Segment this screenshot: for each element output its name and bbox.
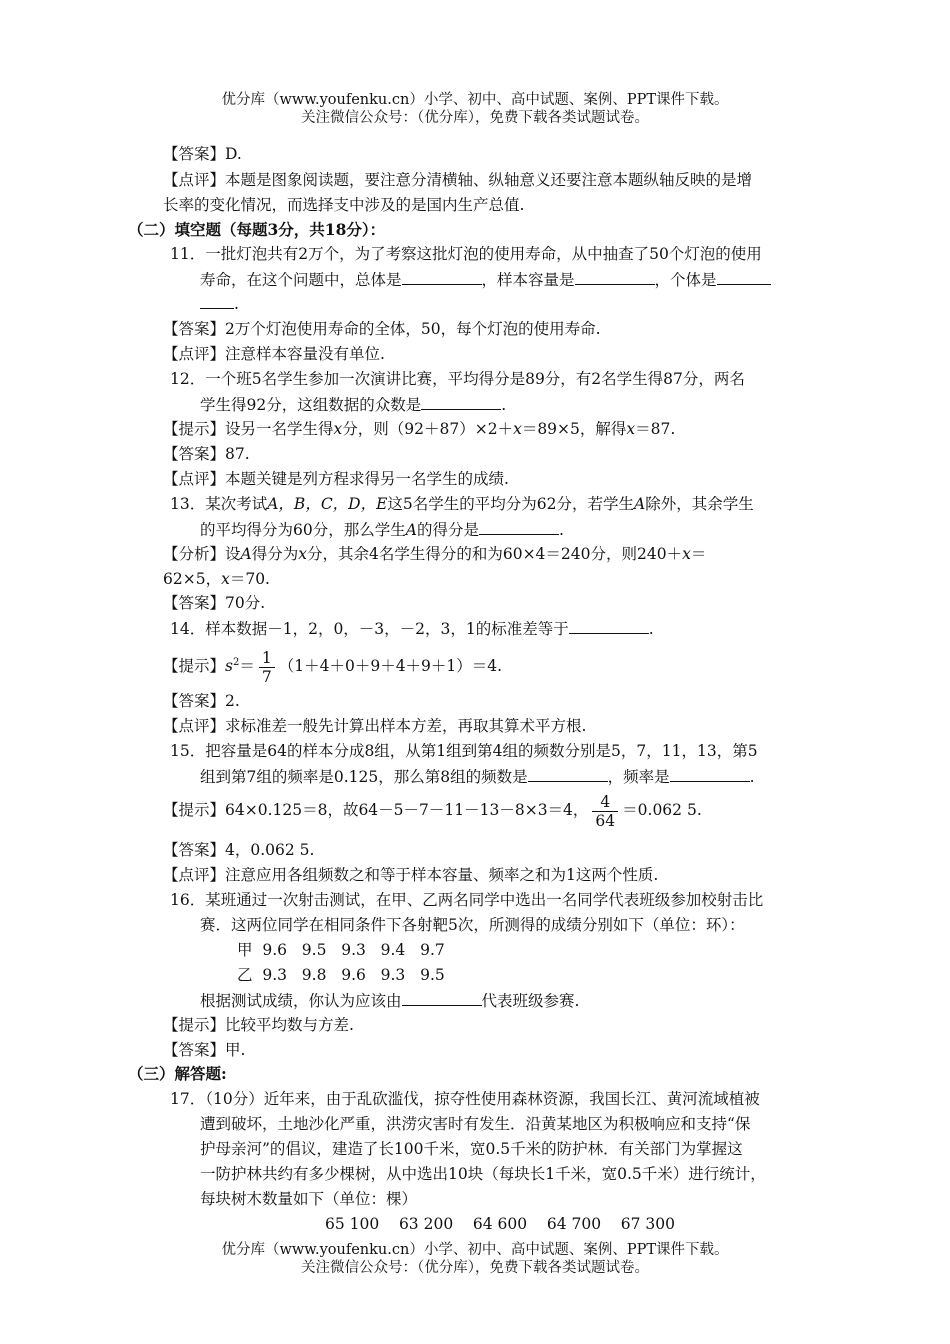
answer-blank[interactable] bbox=[575, 268, 655, 285]
q15-hint-b: ＝0.062 5. bbox=[622, 801, 702, 819]
header-line-2: 关注微信公众号：（优分库），免费下载各类试题试卷。 bbox=[301, 110, 649, 126]
q13-analysis-line-1 bbox=[163, 543, 706, 565]
q12-text-b: . bbox=[501, 396, 507, 414]
answer-blank[interactable] bbox=[479, 518, 559, 535]
q16-line-1: 16．某班通过一次射击测试，在甲、乙两名同学中选出一名同学代表班级参加校射击比 bbox=[170, 891, 764, 909]
fraction-four-over-64 bbox=[592, 793, 618, 830]
q13-text-c: 除外，其余学生 bbox=[645, 495, 754, 513]
fraction-denominator: 64 bbox=[595, 811, 616, 830]
q11-text-d: . bbox=[234, 295, 239, 313]
q15-hint bbox=[163, 790, 702, 830]
q16-row-jia: 甲 9.6 9.5 9.3 9.4 9.7 bbox=[237, 941, 445, 959]
q10-comment-line-1: 【点评】本题是图象阅读题，要注意分清横轴、纵轴意义还要注意本题纵轴反映的是增 bbox=[163, 171, 753, 189]
var-x: x bbox=[682, 545, 691, 563]
var-x: x bbox=[298, 545, 307, 563]
fraction-denominator: 7 bbox=[261, 667, 272, 686]
q16-line-2: 赛．这两位同学在相同条件下各射靶5次，所测得的成绩分别如下（单位：环）： bbox=[200, 916, 745, 934]
q16-text-b: 代表班级参赛. bbox=[481, 992, 580, 1010]
q14-comment: 【点评】求标准差一般先计算出样本方差，再取其算术平方根. bbox=[163, 717, 587, 735]
answer-blank[interactable] bbox=[402, 989, 482, 1006]
q13-analysis-d: ＝ bbox=[690, 545, 707, 563]
var-x: x bbox=[221, 570, 230, 588]
answer-blank[interactable] bbox=[200, 292, 234, 309]
answer-blank[interactable] bbox=[402, 268, 482, 285]
q13-analysis-f: ＝70. bbox=[229, 570, 270, 588]
q12-line-2 bbox=[200, 393, 506, 416]
q13-answer: 【答案】70分. bbox=[163, 594, 266, 612]
q13-text-b: 这5名学生的平均分为62分，若学生 bbox=[387, 495, 635, 513]
answer-blank[interactable] bbox=[421, 393, 501, 410]
q12-hint-b: 分，则（92＋87）×2＋ bbox=[342, 420, 514, 438]
var-x: x bbox=[333, 420, 343, 438]
q14-line-1 bbox=[170, 617, 654, 640]
q16-row-yi: 乙 9.3 9.8 9.6 9.3 9.5 bbox=[237, 966, 445, 984]
q15-answer: 【答案】4，0.062 5. bbox=[163, 841, 315, 859]
q11-line-1: 11．一批灯泡共有2万个，为了考察这批灯泡的使用寿命，从中抽查了50个灯泡的使用 bbox=[170, 245, 762, 263]
answer-blank[interactable] bbox=[670, 765, 750, 782]
footer-line-2: 关注微信公众号：（优分库），免费下载各类试题试卷。 bbox=[301, 1260, 649, 1276]
var-A: A bbox=[405, 521, 417, 539]
q17-data-row: 65 100 63 200 64 600 64 700 67 300 bbox=[325, 1215, 676, 1233]
q15-comment: 【点评】注意应用各组频数之和等于样本容量、频率之和为1这两个性质. bbox=[163, 866, 659, 884]
var-x: x bbox=[626, 420, 636, 438]
q13-analysis-a: 【分析】设 bbox=[163, 545, 241, 563]
q13-line-2 bbox=[200, 518, 564, 541]
q15-text-c: . bbox=[749, 768, 755, 786]
q14-hint-b: （1＋4＋0＋9＋4＋9＋1）＝4. bbox=[278, 657, 503, 676]
q15-hint-a: 【提示】64×0.125＝8，故64－5－7－11－13－8×3＝4， bbox=[163, 801, 589, 819]
q11-text-b: ，样本容量是 bbox=[481, 271, 575, 289]
q16-hint: 【提示】比较平均数与方差. bbox=[163, 1016, 354, 1034]
var-x: x bbox=[513, 420, 522, 438]
q14-text-a: 14．样本数据－1，2，0，－3，－2，3，1的标准差等于 bbox=[170, 620, 569, 638]
var-A: A bbox=[240, 545, 252, 563]
student-vars: A，B，C，D，E bbox=[267, 495, 388, 513]
q12-line-1: 12．一个班5名学生参加一次演讲比赛，平均得分是89分，有2名学生得87分，两名 bbox=[170, 370, 745, 388]
q14-answer: 【答案】2. bbox=[163, 692, 240, 710]
q15-line-2 bbox=[200, 765, 755, 788]
answer-blank[interactable] bbox=[717, 268, 771, 285]
q14-hint bbox=[163, 643, 502, 686]
q12-hint-c: ＝89×5，解得 bbox=[521, 420, 627, 438]
q12-answer: 【答案】87. bbox=[163, 445, 250, 463]
q12-text-a: 学生得92分，这组数据的众数是 bbox=[200, 396, 422, 414]
fraction-numerator: 4 bbox=[592, 793, 618, 812]
q11-comment: 【点评】注意样本容量没有单位. bbox=[163, 345, 385, 363]
q11-answer: 【答案】2万个灯泡使用寿命的全体，50，每个灯泡的使用寿命. bbox=[163, 320, 601, 338]
section-2-title: （二）填空题（每题3分，共18分）： bbox=[128, 220, 386, 239]
q13-text-f: . bbox=[558, 521, 564, 539]
q12-comment: 【点评】本题关键是列方程求得另一名学生的成绩. bbox=[163, 470, 509, 488]
header-line-1: 优分库（www.youfenku.cn）小学、初中、高中试题、案例、PPT课件下载。 bbox=[221, 92, 729, 108]
q13-analysis-e: 62×5， bbox=[163, 570, 222, 588]
q13-analysis-line-2 bbox=[163, 568, 270, 590]
fraction-numerator: 1 bbox=[259, 649, 275, 668]
q17-line-4: 一防护林共约有多少棵树，从中选出10块（每块长1千米，宽0.5千米）进行统计， bbox=[200, 1165, 766, 1183]
q14-text-b: . bbox=[648, 620, 654, 638]
q12-hint-a: 【提示】设另一名学生得 bbox=[163, 420, 334, 438]
var-s: s bbox=[225, 657, 233, 676]
fraction-one-seventh bbox=[259, 649, 275, 686]
q13-analysis-c: 分，其余4名学生得分的和为60×4＝240分，则240＋ bbox=[306, 545, 683, 563]
q13-analysis-b: 得分为 bbox=[251, 545, 299, 563]
q11-text-a: 寿命，在这个问题中，总体是 bbox=[200, 271, 402, 289]
q11-line-2 bbox=[200, 268, 771, 291]
q11-line-3 bbox=[200, 292, 239, 315]
q17-line-1: 17．（10分）近年来，由于乱砍滥伐，掠夺性使用森林资源，我国长江、黄河流域植被 bbox=[170, 1090, 760, 1108]
q17-line-2: 遭到破坏，土地沙化严重，洪涝灾害时有发生．沿黄某地区为积极响应和支持“保 bbox=[200, 1115, 751, 1133]
q16-line-5 bbox=[200, 989, 579, 1012]
q15-text-b: ，频率是 bbox=[607, 768, 670, 786]
q13-line-1 bbox=[170, 493, 754, 515]
q15-line-1: 15．把容量是64的样本分成8组，从第1组到第4组的频数分别是5，7，11，13，第5 bbox=[170, 742, 758, 760]
q13-text-a: 13．某次考试 bbox=[170, 495, 268, 513]
equals: ＝ bbox=[239, 657, 255, 676]
answer-blank[interactable] bbox=[569, 617, 649, 634]
q13-text-e: 的得分是 bbox=[416, 521, 479, 539]
exponent: 2 bbox=[232, 657, 240, 668]
q15-text-a: 组到第7组的频率是0.125，那么第8组的频数是 bbox=[200, 768, 528, 786]
q17-line-3: 护母亲河”的倡议，建造了长100千米，宽0.5千米的防护林．有关部门为掌握这 bbox=[200, 1140, 743, 1158]
q10-comment-line-2: 长率的变化情况，而选择支中涉及的是国内生产总值. bbox=[163, 196, 525, 214]
var-A: A bbox=[634, 495, 646, 513]
q12-hint-d: ＝87. bbox=[635, 420, 676, 438]
footer-line-1: 优分库（www.youfenku.cn）小学、初中、高中试题、案例、PPT课件下载。 bbox=[221, 1242, 729, 1258]
q14-hint-a: 【提示】 bbox=[163, 657, 226, 676]
q10-answer: 【答案】D. bbox=[163, 145, 242, 163]
section-3-title: （三）解答题: bbox=[128, 1064, 227, 1083]
q13-text-d: 的平均得分为60分，那么学生 bbox=[200, 521, 406, 539]
q11-text-c: ，个体是 bbox=[654, 271, 717, 289]
q16-text-a: 根据测试成绩，你认为应该由 bbox=[200, 992, 402, 1010]
q16-answer: 【答案】甲. bbox=[163, 1041, 246, 1059]
q12-hint bbox=[163, 418, 675, 440]
q17-line-5: 每块树木数量如下（单位：棵） bbox=[200, 1190, 418, 1208]
answer-blank[interactable] bbox=[528, 765, 608, 782]
